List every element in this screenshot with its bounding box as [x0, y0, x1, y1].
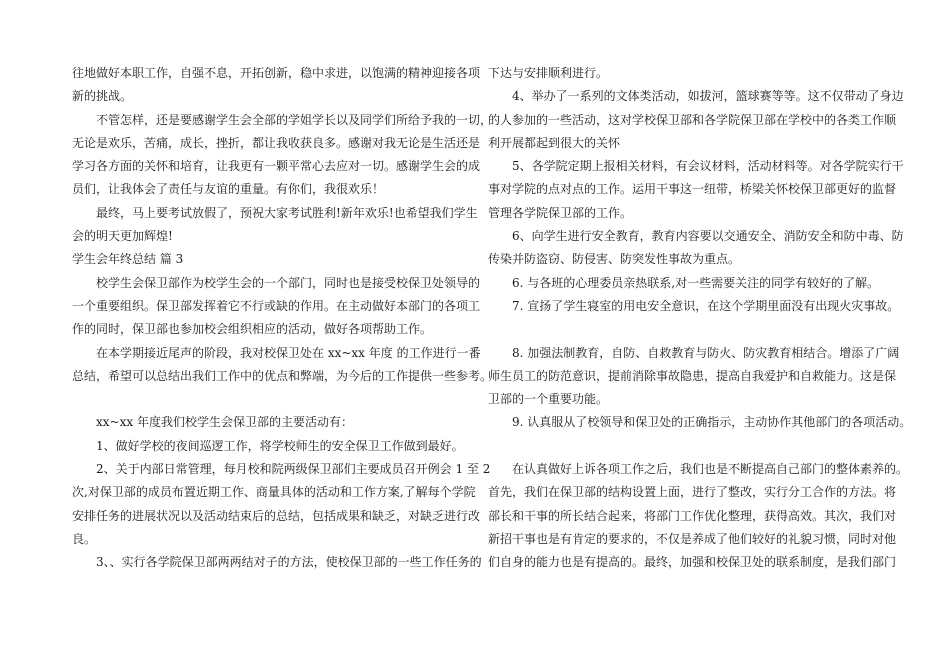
- text-line: 良。: [72, 531, 97, 546]
- text-line: 往地做好本职工作，自强不息，开拓创新，稳中求进，以饱满的精神迎接各项: [72, 66, 481, 80]
- text-line: 不管怎样，还是要感谢学生会全部的学姐学长以及同学们所给予我的一切，: [72, 112, 493, 127]
- text-line: xx~xx 年度我们校学生会保卫部的主要活动有：: [72, 415, 353, 430]
- text-line: 事对学院的点对点的工作。运用干事这一纽带，桥梁关怀校保卫部更好的监督: [488, 182, 897, 197]
- text-line: 6. 与各班的心理委员亲热联系,对一些需要关注的同学有较好的了解。: [488, 275, 880, 290]
- text-line: 管理各学院保卫部的工作。: [488, 205, 633, 220]
- text-line: 5、各学院定期上报相关材料，有会议材料，活动材料等。对各学院实行干: [488, 159, 904, 174]
- right-column: [488, 62, 912, 575]
- text-line: 4、举办了一系列的文体类活动，如拔河，篮球赛等等。这不仅带动了身边: [488, 89, 904, 104]
- text-line: 会的明天更加辉煌!: [72, 229, 173, 244]
- text-line: 学习各方面的关怀和培育，让我更有一颗平常心去应对一切。感谢学生会的成: [72, 159, 481, 174]
- text-line: 次,对保卫部的成员布置近期工作、商量具体的活动和工作方案,了解每个学院: [72, 485, 476, 500]
- text-line: 8. 加强法制教育，自防、自救教育与防火、防灾教育相结合。增添了广阔: [488, 345, 900, 360]
- text-line: 利开展都起到很大的关怀: [488, 135, 621, 150]
- text-line: 6、向学生进行安全教育，教育内容要以交通安全、消防安全和防中毒、防: [488, 229, 904, 244]
- text-line: 们自身的能力也是有提高的。最终，加强和校保卫处的联系制度，是我们部门: [488, 555, 897, 570]
- left-column: [72, 62, 493, 575]
- text-line: 最终，马上要考试放假了，预祝大家考试胜利!新年欢乐!也希望我们学生: [72, 205, 478, 220]
- blank-line: [72, 388, 464, 411]
- text-line: 下达与安排顺利进行。: [488, 66, 609, 80]
- text-line: 部长和干事的所长结合起来，将部门工作优化整理，获得高效。其次，我们对: [488, 508, 897, 523]
- text-line: 师生员工的防范意识，提前消除事故隐患，提高自我爱护和自救能力。这是保: [488, 368, 897, 383]
- text-line: 3、、实行各学院保卫部两两结对子的方法，使校保卫部的一些工作任务的: [72, 555, 482, 570]
- text-line: 总结，希望可以总结出我们工作中的优点和弊端，为今后的工作提供一些参考。: [72, 368, 493, 383]
- text-line: 的人参加的一些活动，这对学校保卫部和各学院保卫部在学校中的各类工作顺: [488, 112, 897, 127]
- text-line: 2、关于内部日常管理，每月校和院两级保卫部们主要成员召开例会 1 至 2: [72, 462, 491, 477]
- text-line: 作的同时，保卫部也参加校会组织相应的活动，做好各项帮助工作。: [72, 322, 433, 337]
- text-line: 卫部的一个重要功能。: [488, 392, 609, 407]
- text-line: 新的挑战。: [72, 89, 133, 104]
- text-line: 安排任务的进展状况以及活动结束后的总结，包括成果和缺乏，对缺乏进行改: [72, 508, 481, 523]
- blank-line: [488, 318, 884, 341]
- text-line: 7. 宣扬了学生寝室的用电安全意识，在这个学期里面没有出现火灾事故。: [488, 298, 900, 313]
- text-line: 新招干事也是有肯定的要求的，不仅是养成了他们较好的礼貌习惯，同时对他: [488, 531, 897, 546]
- blank-line: [488, 435, 884, 458]
- text-line: 9. 认真服从了校领导和保卫处的正确指示，主动协作其他部门的各项活动。: [488, 415, 912, 430]
- text-line: 一个重要组织。保卫部发挥着它不行或缺的作用。在主动做好本部门的各项工: [72, 298, 481, 313]
- text-line: 在认真做好上诉各项工作之后，我们也是不断提高自己部门的整体素养的。: [488, 462, 909, 477]
- text-line: 传染并防盗窃、防侵害、防突发性事故为重点。: [488, 252, 741, 267]
- text-line: 1、做好学校的夜间巡逻工作，将学校师生的安全保卫工作做到最好。: [72, 438, 464, 453]
- text-line: 首先，我们在保卫部的结构设置上面，进行了整改，实行分工合作的方法。将: [488, 485, 897, 500]
- text-line: 学生会年终总结 篇 3: [72, 252, 184, 267]
- text-line: 无论是欢乐，苦痛，成长，挫折，都让我收获良多。感谢对我无论是生活还是: [72, 135, 481, 150]
- text-line: 在本学期接近尾声的阶段，我对校保卫处在 xx~xx 年度 的工作进行一番: [72, 345, 481, 360]
- text-line: 员们，让我体会了责任与友谊的重量。有你们，我很欢乐！: [72, 182, 385, 197]
- text-line: 校学生会保卫部作为校学生会的一个部门，同时也是接受校保卫处领导的: [72, 275, 481, 290]
